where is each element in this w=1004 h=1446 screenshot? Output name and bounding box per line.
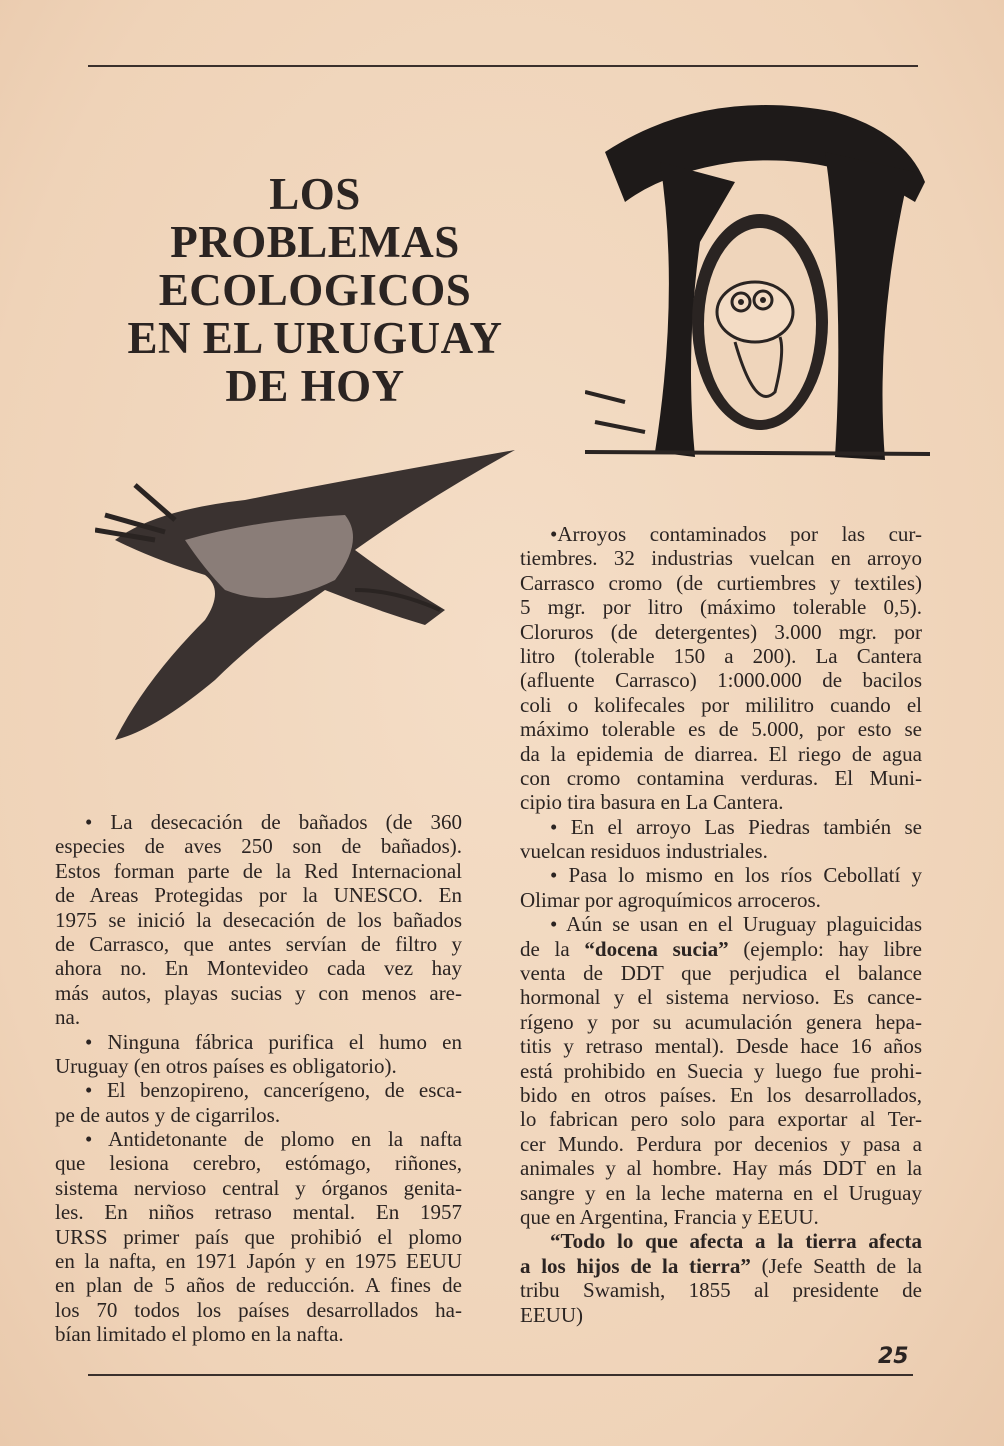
- text-line: Uruguay (en otros países es obligatorio).: [55, 1053, 397, 1078]
- bold-text: “docena sucia”: [584, 936, 729, 961]
- text-line: que en Argentina, Francia y EEUU.: [520, 1204, 819, 1229]
- title-line: EN EL URUGUAY: [127, 313, 503, 363]
- title-line: DE HOY: [225, 361, 405, 411]
- text-line: ahora no. En Montevideo cada vez hay: [55, 956, 462, 981]
- text-line: • En el arroyo Las Piedras también se: [550, 814, 922, 839]
- text-line: URSS primer país que prohibió el plomo: [55, 1224, 462, 1249]
- text-line: de Areas Protegidas por la UNESCO. En: [55, 883, 462, 908]
- text-line: Cloruros (de detergentes) 3.000 mgr. por: [520, 619, 922, 644]
- text-line: les. En niños retraso mental. En 1957: [55, 1200, 462, 1225]
- text-line: coli o kolifecales por mililitro cuando el: [520, 692, 922, 717]
- owl-in-tree-illustration: [585, 92, 930, 464]
- text-line: (afluente Carrasco) 1:000.000 de bacilos: [520, 668, 922, 693]
- text-line: 1975 se inició la desecación de los bañados: [55, 907, 462, 932]
- text-line: más autos, playas sucias y con menos are-: [55, 980, 462, 1005]
- text-line: venta de DDT que perjudica el balance: [520, 961, 922, 986]
- top-rule: [88, 65, 918, 67]
- text-line: tribu Swamish, 1855 al presidente de: [520, 1278, 922, 1303]
- paragraph: [520, 1229, 922, 1327]
- text-line: •Arroyos contaminados por las cur-: [550, 522, 922, 546]
- text-line: vuelcan residuos industriales.: [520, 839, 768, 864]
- paragraph: [520, 815, 922, 864]
- left-text-column: [55, 810, 462, 1347]
- right-text-column: [520, 522, 922, 1327]
- text-run: (Jefe Seatth de la: [750, 1253, 922, 1278]
- text-line: animales y al hombre. Hay más DDT en la: [520, 1156, 922, 1181]
- text-line: [520, 937, 922, 961]
- paragraph: [55, 1127, 462, 1347]
- bottom-rule: [88, 1374, 913, 1376]
- paragraph: [55, 1078, 462, 1127]
- text-line: Carrasco cromo (de curtiembres y textiles): [520, 570, 922, 595]
- title-line: PROBLEMAS: [170, 217, 460, 267]
- text-line: bían limitado el plomo en la nafta.: [55, 1322, 344, 1347]
- text-line: bido en otros países. En los desarrollados,: [520, 1082, 922, 1107]
- text-line: • Aún se usan en el Uruguay plaguicidas: [550, 912, 922, 937]
- paragraph: [520, 863, 922, 912]
- text-line: pe de autos y de cigarrilos.: [55, 1102, 281, 1127]
- text-line: especies de aves 250 son de bañados).: [55, 834, 462, 859]
- text-line: en la nafta, en 1971 Japón y en 1975 EEUU: [55, 1249, 462, 1274]
- text-line: • El benzopireno, cancerígeno, de esca-: [85, 1078, 462, 1103]
- page-number: 25: [878, 1344, 909, 1369]
- paragraph: [520, 522, 922, 815]
- text-line: sangre y en la leche materna en el Uruguay: [520, 1180, 922, 1205]
- text-line: Estos forman parte de la Red Internacional: [55, 858, 462, 883]
- text-line: [520, 1254, 922, 1278]
- text-line: 5 mgr. por litro (máximo tolerable 0,5).: [520, 595, 922, 620]
- title-line: ECOLOGICOS: [158, 265, 472, 315]
- text-line: EEUU): [520, 1302, 583, 1327]
- text-line: • Antidetonante de plomo en la nafta: [85, 1127, 462, 1152]
- bold-text: “Todo lo que afecta a la tierra afecta: [550, 1229, 922, 1254]
- text-line: los 70 todos los países desarrollados ha-: [55, 1297, 462, 1322]
- text-line: litro (tolerable 150 a 200). La Cantera: [520, 643, 922, 668]
- title-line: LOS: [269, 169, 361, 219]
- bold-text: a los hijos de la tierra”: [520, 1253, 751, 1278]
- text-line: na.: [55, 1005, 81, 1030]
- text-line: lo fabrican pero solo para exportar al Ter-: [520, 1107, 922, 1132]
- page-title: [105, 170, 525, 410]
- text-line: en plan de 5 años de reducción. A fines de: [55, 1273, 462, 1298]
- text-line: [520, 1229, 922, 1253]
- text-line: que lesiona cerebro, estómago, riñones,: [55, 1151, 462, 1176]
- text-line: cer Mundo. Perdura por decenios y pasa a: [520, 1131, 922, 1156]
- text-run: de la: [520, 936, 585, 961]
- paragraph: [520, 912, 922, 1229]
- text-line: hormonal y el sistema nervioso. Es cance-: [520, 985, 922, 1010]
- text-line: máximo tolerable es de 5.000, por esto se: [520, 717, 922, 742]
- text-line: tiembres. 32 industrias vuelcan en arroyo: [520, 546, 922, 571]
- text-run: (ejemplo: hay libre: [728, 936, 922, 961]
- flying-bird-illustration: [95, 440, 520, 745]
- text-line: da la epidemia de diarrea. El riego de agua: [520, 741, 922, 766]
- paragraph: [55, 810, 462, 1030]
- text-line: de Carrasco, que antes servían de filtro y: [55, 931, 462, 956]
- text-line: está prohibido en Suecia y luego fue prohi-: [520, 1058, 922, 1083]
- text-line: titis y retraso mental). Desde hace 16 años: [520, 1034, 922, 1059]
- text-line: Olimar por agroquímicos arroceros.: [520, 887, 821, 912]
- text-line: • Pasa lo mismo en los ríos Cebollatí y: [550, 863, 922, 888]
- text-line: sistema nervioso central y órganos genita-: [55, 1175, 462, 1200]
- text-line: • La desecación de bañados (de 360: [85, 810, 462, 834]
- text-line: con cromo contamina verduras. El Muni-: [520, 765, 922, 790]
- text-line: rígeno y por su acumulación genera hepa-: [520, 1009, 922, 1034]
- text-line: • Ninguna fábrica purifica el humo en: [85, 1029, 462, 1054]
- paragraph: [55, 1030, 462, 1079]
- text-line: cipio tira basura en La Cantera.: [520, 790, 784, 815]
